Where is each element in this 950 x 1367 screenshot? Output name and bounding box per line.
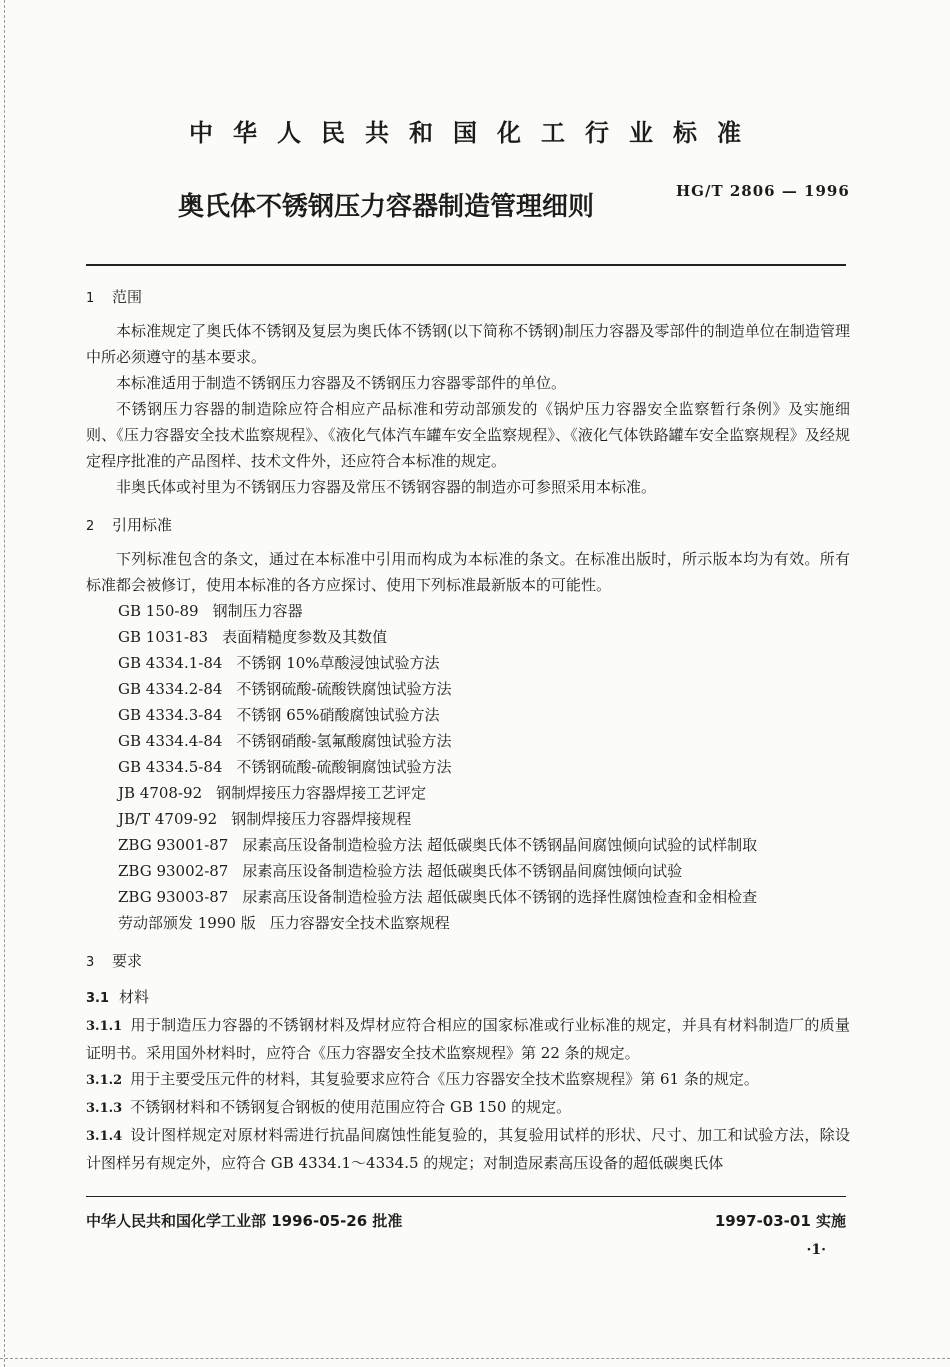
paragraph: 下列标准包含的条文，通过在本标准中引用而构成为本标准的条文。在标准出版时，所示版本均为有效。所有标准都会被修订，使用本标准的各方应探讨、使用下列标准最新版本的可能性。 [86, 550, 850, 594]
reference-title: 尿素高压设备制造检验方法 超低碳奥氏体不锈钢的选择性腐蚀检查和金相检查 [242, 888, 758, 906]
scan-edge-bottom [0, 1358, 950, 1359]
section-heading [86, 512, 850, 540]
section-number: 2 [86, 519, 95, 534]
section-heading [86, 948, 850, 976]
clause [86, 1122, 850, 1176]
clause-number: 3.1.1 [86, 1019, 123, 1034]
clause-text: 不锈钢材料和不锈钢复合钢板的使用范围应符合 GB 150 的规定。 [130, 1098, 572, 1116]
national-standard-heading: 中华人民共和国化工行业标准 [189, 119, 761, 147]
reference-title: 不锈钢硫酸-硫酸铁腐蚀试验方法 [236, 680, 452, 698]
reference-code: ZBG 93002-87 [118, 862, 229, 880]
reference-title: 尿素高压设备制造检验方法 超低碳奥氏体不锈钢晶间腐蚀倾向试验的试样制取 [242, 836, 758, 854]
section-title: 引用标准 [112, 516, 173, 534]
clause-text: 用于制造压力容器的不锈钢材料及焊材应符合相应的国家标准或行业标准的规定，并具有材料制造厂的质量证明书。采用国外材料时，应符合《压力容器安全技术监察规程》第 22 条的规定。 [86, 1016, 850, 1062]
reference-code: GB 4334.5-84 [118, 758, 223, 776]
reference-code: JB/T 4709-92 [118, 810, 218, 828]
reference-code: GB 4334.3-84 [118, 706, 223, 724]
effective-date: 1997-03-01 实施 [714, 1212, 846, 1230]
header-divider [86, 264, 846, 266]
standard-code: HG/T 2806 — 1996 [676, 182, 850, 200]
approval-line: 中华人民共和国化学工业部 1996-05-26 批准 [86, 1212, 403, 1230]
reference-title: 钢制压力容器 [212, 602, 303, 620]
reference-item [118, 832, 850, 858]
reference-item [118, 650, 850, 676]
reference-title: 表面精糙度参数及其数值 [222, 628, 388, 646]
subsection-title: 材料 [119, 988, 150, 1006]
clause-text: 设计图样规定对原材料需进行抗晶间腐蚀性能复验的，其复验用试样的形状、尺寸、加工和试验方法，除设计图样另有规定外，应符合 GB 4334.1～4334.5 的规定；对制造尿素高压设备的超低碳奥氏体 [86, 1126, 850, 1172]
reference-code: ZBG 93001-87 [118, 836, 229, 854]
paragraph: 不锈钢压力容器的制造除应符合相应产品标准和劳动部颁发的《锅炉压力容器安全监察暂行条例》及实施细则、《压力容器安全技术监察规程》、《液化气体汽车罐车安全监察规程》、《液化气体铁路罐车安全监察规程》及经规定程序批准的产品图样、技术文件外，还应符合本标准的规定。 [86, 400, 850, 470]
paragraph: 本标准适用于制造不锈钢压力容器及不锈钢压力容器零部件的单位。 [116, 374, 567, 392]
subsection-number: 3.1 [86, 991, 110, 1006]
reference-code: 劳动部颁发 1990 版 [118, 914, 256, 932]
reference-code: GB 4334.1-84 [118, 654, 223, 672]
reference-item [118, 728, 850, 754]
reference-code: GB 150-89 [118, 602, 199, 620]
reference-title: 不锈钢硝酸-氢氟酸腐蚀试验方法 [236, 732, 452, 750]
reference-title: 钢制焊接压力容器焊接规程 [231, 810, 412, 828]
section-title: 要求 [112, 952, 143, 970]
document-body [86, 278, 850, 1176]
reference-item [118, 676, 850, 702]
reference-code: GB 4334.2-84 [118, 680, 223, 698]
reference-code: JB 4708-92 [118, 784, 203, 802]
reference-code: ZBG 93003-87 [118, 888, 229, 906]
reference-item [118, 884, 850, 910]
clause [86, 1094, 850, 1122]
document-title: 奥氏体不锈钢压力容器制造管理细则 [178, 192, 595, 222]
reference-code: GB 1031-83 [118, 628, 209, 646]
reference-title: 尿素高压设备制造检验方法 超低碳奥氏体不锈钢晶间腐蚀倾向试验 [242, 862, 683, 880]
clause-number: 3.1.2 [86, 1073, 123, 1088]
reference-item [118, 806, 850, 832]
reference-item [118, 910, 850, 936]
reference-title: 压力容器安全技术监察规程 [269, 914, 450, 932]
paragraph: 本标准规定了奥氏体不锈钢及复层为奥氏体不锈钢(以下简称不锈钢)制压力容器及零部件的制造单位在制造管理中所必须遵守的基本要求。 [86, 322, 850, 366]
footer-divider [86, 1196, 846, 1197]
section-heading [86, 284, 850, 312]
section-title: 范围 [112, 288, 143, 306]
scan-edge-left [4, 0, 5, 1367]
reference-item [118, 598, 850, 624]
reference-item [118, 624, 850, 650]
reference-title: 不锈钢 10%草酸浸蚀试验方法 [236, 654, 440, 672]
reference-code: GB 4334.4-84 [118, 732, 223, 750]
clause [86, 1066, 850, 1094]
reference-item [118, 702, 850, 728]
reference-item [118, 754, 850, 780]
reference-item [118, 858, 850, 884]
clause-text: 用于主要受压元件的材料，其复验要求应符合《压力容器安全技术监察规程》第 61 条的规定。 [130, 1070, 759, 1088]
section-number: 1 [86, 291, 95, 306]
page-number: ·1· [806, 1242, 826, 1258]
reference-title: 不锈钢硫酸-硫酸铜腐蚀试验方法 [236, 758, 452, 776]
paragraph: 非奥氏体或衬里为不锈钢压力容器及常压不锈钢容器的制造亦可参照采用本标准。 [116, 478, 657, 496]
reference-title: 不锈钢 65%硝酸腐蚀试验方法 [236, 706, 440, 724]
reference-item [118, 780, 850, 806]
clause-number: 3.1.3 [86, 1101, 123, 1116]
section-number: 3 [86, 955, 95, 970]
subsection-heading [86, 984, 850, 1012]
clause-number: 3.1.4 [86, 1129, 123, 1144]
reference-title: 钢制焊接压力容器焊接工艺评定 [216, 784, 427, 802]
reference-list [86, 598, 850, 936]
clause [86, 1012, 850, 1066]
